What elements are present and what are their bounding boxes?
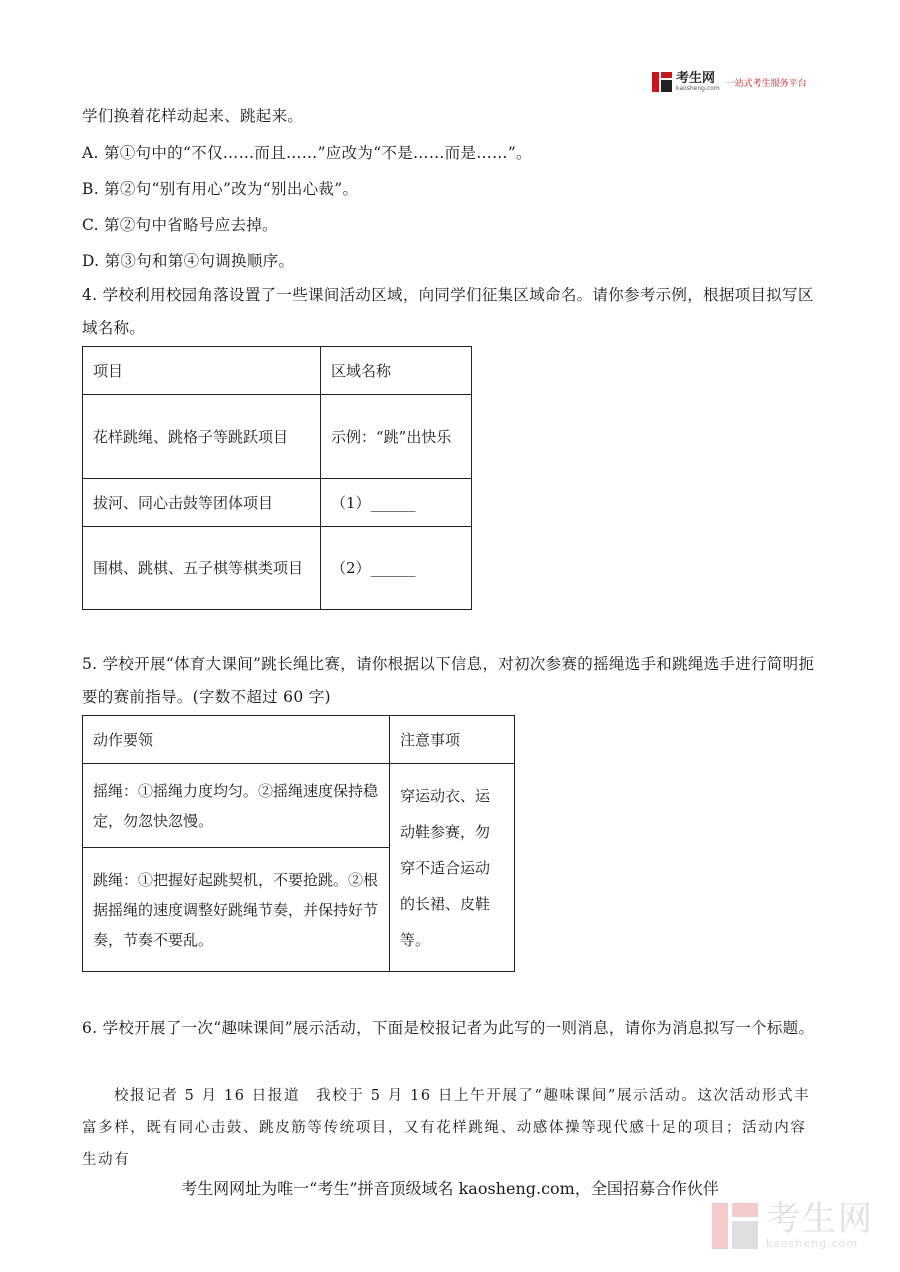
question-4: 4. 学校利用校园角落设置了一些课间活动区域，向同学们征集区域命名。请你参考示例，根据项目拟写区域名称。 [82,286,814,337]
table-cell: 跳绳：①把握好起跳契机，不要抢跳。②根据摇绳的速度调整好跳绳节奏，并保持好节奏，节奏不要乱。 [83,848,390,972]
table-cell: 拔河、同心击鼓等团体项目 [83,479,321,527]
table-cell: 摇绳：①摇绳力度均匀。②摇绳速度保持稳定，勿忽快忽慢。 [83,764,390,848]
area-naming-table [82,346,472,610]
option-c: C. 第②句中省略号应去掉。 [82,216,278,234]
logo-name: 考生网 [676,71,716,86]
option-b: B. 第②句“别有用心”改为“别出心裁”。 [82,180,359,198]
logo-mark-icon [652,72,672,92]
table-cell: （1）______ [321,479,472,527]
logo-domain: kaosheng.com [676,85,720,92]
question-6: 6. 学校开展了一次“趣味课间”展示活动，下面是校报记者为此写的一则消息，请你为消息拟写一个标题。 [82,1019,815,1037]
table-header-cell: 区域名称 [321,347,472,395]
table-row [83,395,472,479]
watermark-domain: kaosheng.com [766,1237,859,1250]
table-cell: 穿运动衣、运动鞋参赛，勿穿不适合运动的长裙、皮鞋等。 [390,764,515,972]
table-cell: 围棋、跳棋、五子棋等棋类项目 [83,527,321,610]
question-5: 5. 学校开展“体育大课间”跳长绳比赛，请你根据以下信息，对初次参赛的摇绳选手和跳绳选手进行简明扼要的赛前指导。(字数不超过 60 字) [82,655,815,706]
watermark-name: 考生网 [766,1199,874,1239]
watermark [712,1199,874,1250]
table-cell: 花样跳绳、跳格子等跳跃项目 [83,395,321,479]
logo-slogan: 一站式考生服务平台 [725,78,807,89]
table-cell: （2）______ [321,527,472,610]
table-header-row [83,347,472,395]
option-a: A. 第①句中的“不仅……而且……”应改为“不是……而是……”。 [82,144,532,162]
table-row [83,764,515,848]
news-paragraph: 校报记者 5 月 16 日报道 我校于 5 月 16 日上午开展了“趣味课间”展示活动。这次活动形式丰富多样，既有同心击鼓、跳皮筋等传统项目，又有花样跳绳、动感体操等现代感十足的项目；活动内容生动有 [82,1088,811,1168]
table-cell: 示例：“跳”出快乐 [321,395,472,479]
option-d: D. 第③句和第④句调换顺序。 [82,252,295,270]
table-header-row [83,716,515,764]
table-row [83,479,472,527]
table-header-cell: 动作要领 [83,716,390,764]
rope-guidance-table [82,715,515,972]
table-header-cell: 注意事项 [390,716,515,764]
table-header-cell: 项目 [83,347,321,395]
table-row [83,527,472,610]
watermark-logo-icon [712,1203,758,1249]
header-logo [652,72,807,92]
continued-line: 学们换着花样动起来、跳起来。 [82,107,304,125]
footer-text: 考生网网址为唯一“考生”拼音顶级域名 kaosheng.com，全国招募合作伙伴 [181,1179,719,1198]
